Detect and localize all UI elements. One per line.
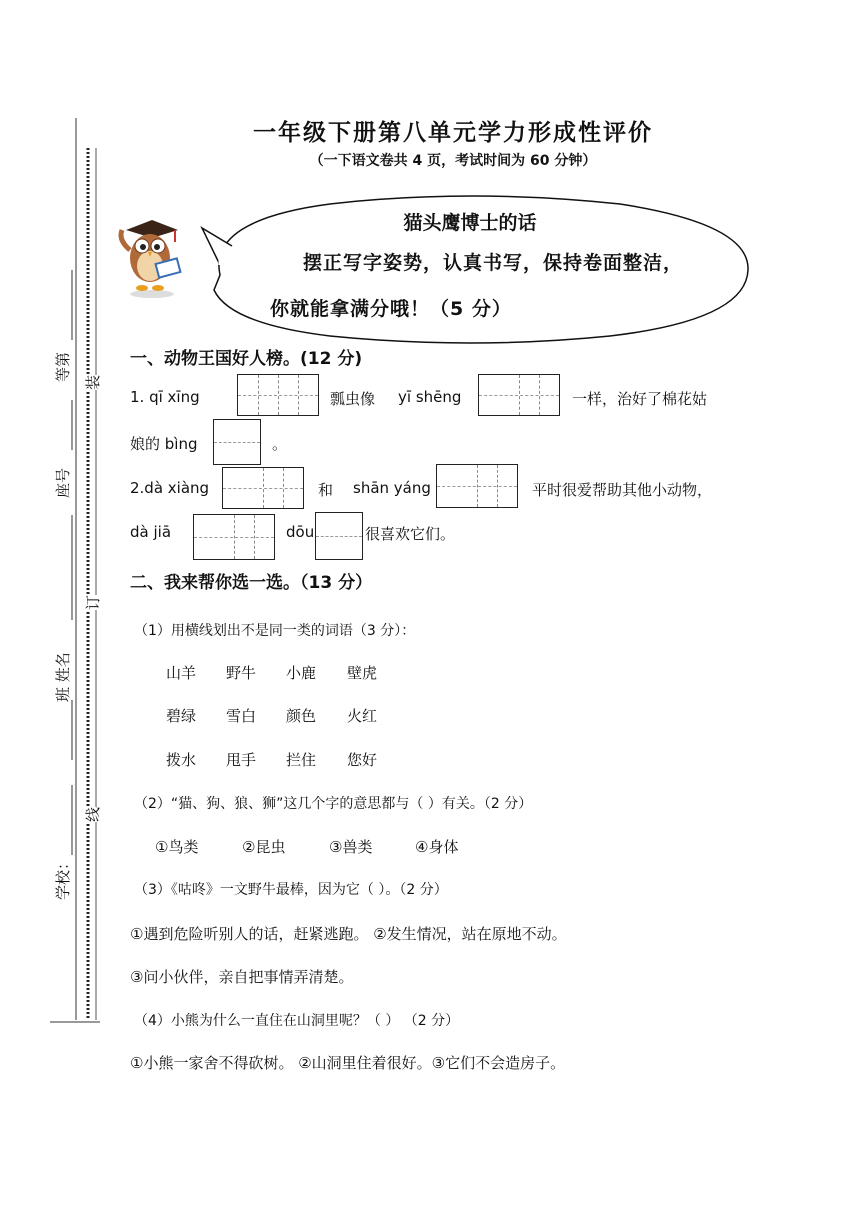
field-grade: 等第 bbox=[54, 351, 72, 382]
word[interactable]: 野牛 bbox=[226, 664, 257, 682]
s2-q4-options-line[interactable]: ①小熊一家舍不得砍树。 ②山洞里住着很好。③它们不会造房子。 bbox=[130, 1054, 566, 1072]
s2-q4-prompt: （4）小熊为什么一直住在山洞里呢？（ ） （2 分） bbox=[134, 1013, 460, 1029]
q1-text-4: 。 bbox=[272, 435, 288, 453]
word[interactable]: 拨水 bbox=[166, 751, 197, 769]
word[interactable]: 颜色 bbox=[286, 707, 317, 725]
s2-q1-prompt: （1）用横线划出不是同一类的词语（3 分）： bbox=[134, 623, 416, 639]
page-title: 一年级下册第八单元学力形成性评价 bbox=[253, 119, 653, 146]
q1-text-1: 瓢虫像 bbox=[330, 390, 376, 408]
q2-text-3: 很喜欢它们。 bbox=[365, 525, 456, 543]
s2-q3-options-line-2[interactable]: ③问小伙伴，亲自把事情弄清楚。 bbox=[130, 968, 354, 986]
q2-pinyin-4: dōu bbox=[286, 523, 315, 541]
word[interactable]: 碧绿 bbox=[166, 707, 197, 725]
s2-q2-prompt: （2）“猫、狗、狼、狮”这几个字的意思都与（ ）有关。（2 分） bbox=[134, 796, 533, 812]
writing-grid-dou[interactable] bbox=[315, 512, 363, 560]
writing-grid-qixing[interactable] bbox=[237, 374, 319, 416]
q2-pinyin-3: dà jiā bbox=[130, 523, 172, 541]
field-class-name: 班 姓名 bbox=[54, 652, 72, 702]
word[interactable]: 雪白 bbox=[226, 707, 257, 725]
s2-q2-option-4[interactable]: ④身体 bbox=[415, 838, 459, 856]
writing-grid-shanyang[interactable] bbox=[436, 464, 518, 508]
q1-text-2: 一样，治好了棉花姑 bbox=[572, 390, 708, 408]
binding-mark-zhuang: 装 bbox=[84, 374, 102, 390]
q2-pinyin-2: shān yáng bbox=[353, 479, 431, 497]
word[interactable]: 山羊 bbox=[166, 664, 197, 682]
s2-q3-options-line-1[interactable]: ①遇到危险听别人的话，赶紧逃跑。 ②发生情况，站在原地不动。 bbox=[130, 925, 567, 943]
s2-q2-option-2[interactable]: ②昆虫 bbox=[242, 838, 286, 856]
field-school: 学校： bbox=[54, 854, 72, 900]
writing-grid-daxiang[interactable] bbox=[222, 467, 304, 509]
section2-heading: 二、我来帮你选一选。（13 分） bbox=[130, 573, 373, 593]
s2-q2-option-3[interactable]: ③兽类 bbox=[329, 838, 373, 856]
s2-q2-option-1[interactable]: ①鸟类 bbox=[155, 838, 199, 856]
field-seat: 座号 bbox=[54, 467, 72, 498]
page-subtitle: （一下语文卷共 4 页，考试时间为 60 分钟） bbox=[309, 153, 597, 169]
binding-mark-ding: 订 bbox=[84, 594, 102, 610]
q2-text-1: 和 bbox=[318, 481, 334, 499]
q2-pinyin-1: 2.dà xiàng bbox=[130, 479, 210, 497]
s2-q3-prompt: （3）《咕咚》一文野牛最棒，因为它（ ）。（2 分） bbox=[134, 882, 448, 898]
writing-grid-bing[interactable] bbox=[213, 419, 261, 465]
word[interactable]: 拦住 bbox=[286, 751, 317, 769]
word[interactable]: 小鹿 bbox=[286, 664, 317, 682]
q1-number-pinyin: 1. qī xīng bbox=[130, 388, 200, 406]
binding-mark-xian: 线 bbox=[84, 806, 102, 822]
word[interactable]: 甩手 bbox=[226, 751, 257, 769]
bubble-line-2: 你就能拿满分哦！（5 分） bbox=[270, 298, 512, 320]
word[interactable]: 您好 bbox=[347, 751, 378, 769]
q2-text-2: 平时很爱帮助其他小动物， bbox=[532, 481, 713, 499]
q1-pinyin-2: yī shēng bbox=[398, 388, 462, 406]
q1-text-3: 娘的 bìng bbox=[130, 435, 198, 453]
writing-grid-dajia[interactable] bbox=[193, 514, 275, 560]
bubble-line-1: 摆正写字姿势，认真书写，保持卷面整洁， bbox=[303, 252, 684, 274]
word[interactable]: 火红 bbox=[347, 707, 378, 725]
section1-heading: 一、动物王国好人榜。(12 分) bbox=[130, 349, 363, 369]
word[interactable]: 壁虎 bbox=[347, 664, 378, 682]
writing-grid-yisheng[interactable] bbox=[478, 374, 560, 416]
bubble-title: 猫头鹰博士的话 bbox=[403, 212, 537, 234]
